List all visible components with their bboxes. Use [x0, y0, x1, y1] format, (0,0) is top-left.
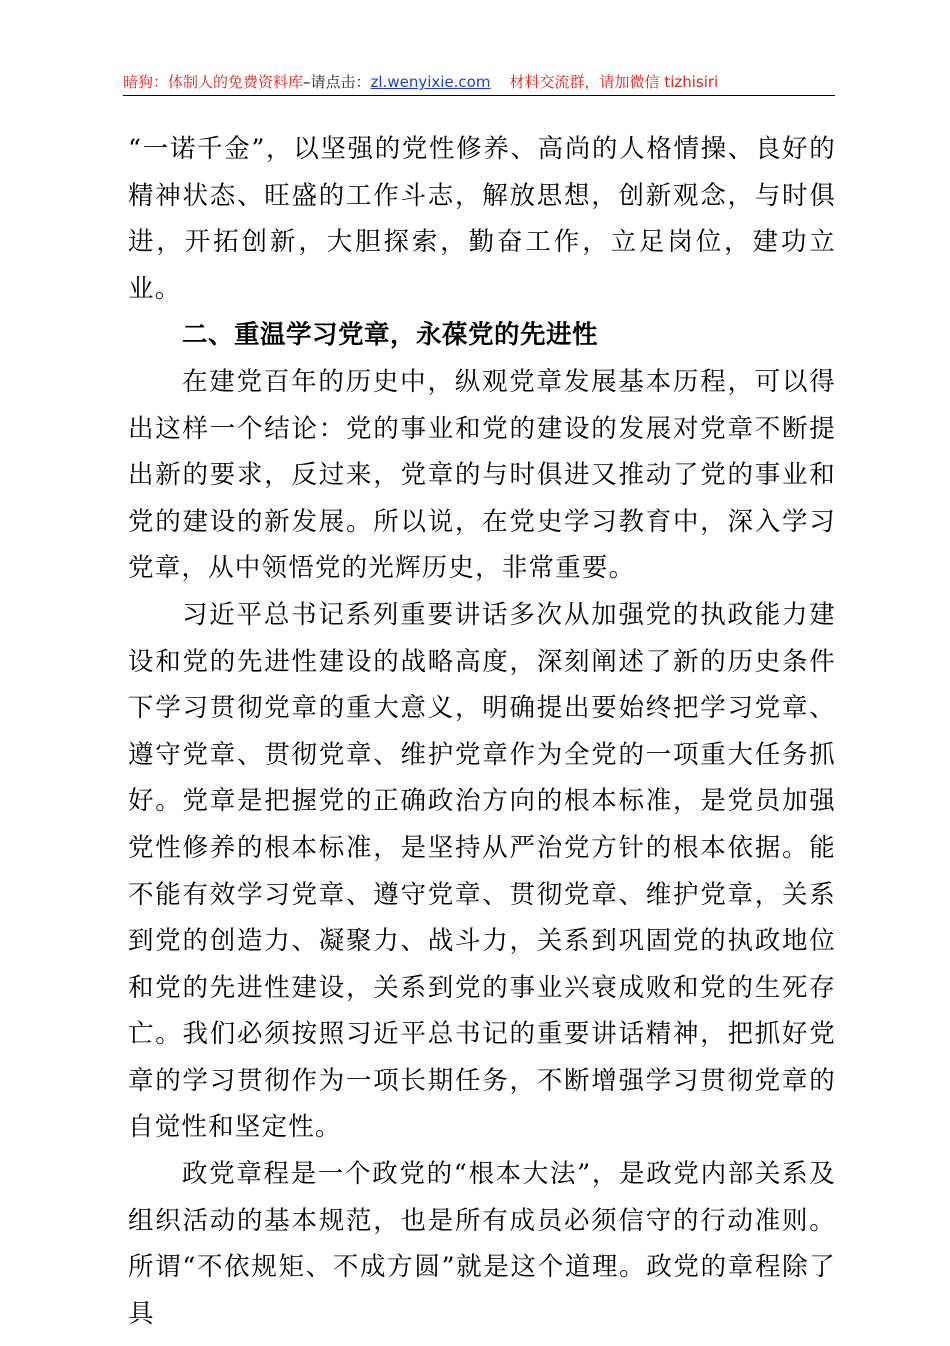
header-divider: [123, 95, 835, 96]
header-gap: [490, 73, 509, 91]
document-body: [128, 126, 836, 1337]
paragraph: 在建党百年的历史中，纵观党章发展基本历程，可以得出这样一个结论：党的事业和党的建设的发展对党章不断提出新的要求，反过来，党章的与时俱进又推动了党的事业和党的建设的新发展。所以说，在党史学习教育中，深入学习党章，从中领悟党的光辉历史，非常重要。: [128, 366, 836, 584]
site-name: 暗狗：体制人的免费资料库: [123, 73, 304, 91]
paragraph: 习近平总书记系列重要讲话多次从加强党的执政能力建设和党的先进性建设的战略高度，深刻阐述了新的历史条件下学习贯彻党章的重大意义，明确提出要始终把学习党章、遵守党章、贯彻党章、维护党章作为全党的一项重大任务抓好。党章是把握党的正确政治方向的根本标准，是党员加强党性修养的根本标准，是坚持从严治党方针的根本依据。能不能有效学习党章、遵守党章、贯彻党章、维护党章，关系到党的创造力、凝聚力、战斗力，关系到巩固党的执政地位和党的先进性建设，关系到党的事业兴衰成败和党的生死存亡。我们必须按照习近平总书记的重要讲话精神，把抓好党章的学习贯彻作为一项长期任务，不断增强学习贯彻党章的自觉性和坚定性。: [128, 599, 836, 1143]
site-link[interactable]: zl.wenyixie.com: [370, 73, 491, 91]
contact-info: 材料交流群，请加微信 tizhisiri: [509, 73, 719, 91]
section-heading: 二、重温学习党章，永葆党的先进性: [182, 320, 599, 351]
page-header: [123, 70, 835, 94]
click-prompt: –请点击：: [303, 73, 371, 91]
paragraph: 政党章程是一个政党的“根本大法”，是政党内部关系及组织活动的基本规范，也是所有成员必须信守的行动准则。所谓“不依规矩、不成方圆”就是这个道理。政党的章程除了具: [128, 1159, 836, 1329]
paragraph-continuation: “一诺千金”，以坚强的党性修养、高尚的人格情操、良好的精神状态、旺盛的工作斗志，解放思想，创新观念，与时俱进，开拓创新，大胆探索，勤奋工作，立足岗位，建功立业。: [128, 134, 836, 304]
